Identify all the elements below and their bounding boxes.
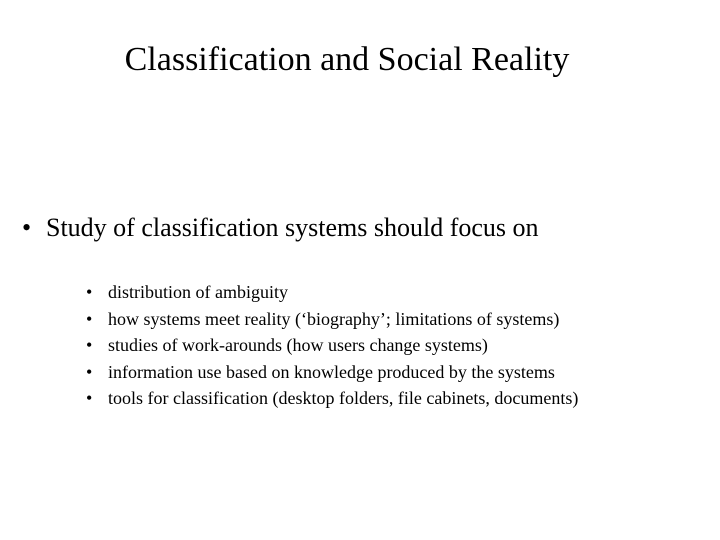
sub-bullet-text: tools for classification (desktop folders, file cabinets, documents) <box>108 388 579 408</box>
bullet-icon: • <box>86 335 93 355</box>
sub-bullet-item <box>86 385 578 412</box>
bullet-icon: • <box>86 388 93 408</box>
main-bullet <box>22 210 539 246</box>
sub-bullet-text: how systems meet reality (‘biography’; limitations of systems) <box>108 308 560 329</box>
bullet-icon: • <box>86 308 93 329</box>
slide-title: Classification and Social Reality <box>124 41 570 78</box>
sub-bullet-text: studies of work-arounds (how users change systems) <box>108 335 488 355</box>
bullet-icon: • <box>86 282 93 302</box>
sub-bullet-item <box>86 306 578 333</box>
bullet-icon: • <box>22 213 32 242</box>
sub-bullet-item <box>86 332 578 359</box>
sub-bullet-text: distribution of ambiguity <box>108 282 288 302</box>
main-bullet-text: Study of classification systems should focus on <box>46 213 539 242</box>
bullet-icon: • <box>86 361 93 382</box>
sub-bullet-list <box>86 279 578 412</box>
sub-bullet-item <box>86 279 578 306</box>
sub-bullet-text: information use based on knowledge produced by the systems <box>108 361 555 382</box>
sub-bullet-item <box>86 359 578 386</box>
